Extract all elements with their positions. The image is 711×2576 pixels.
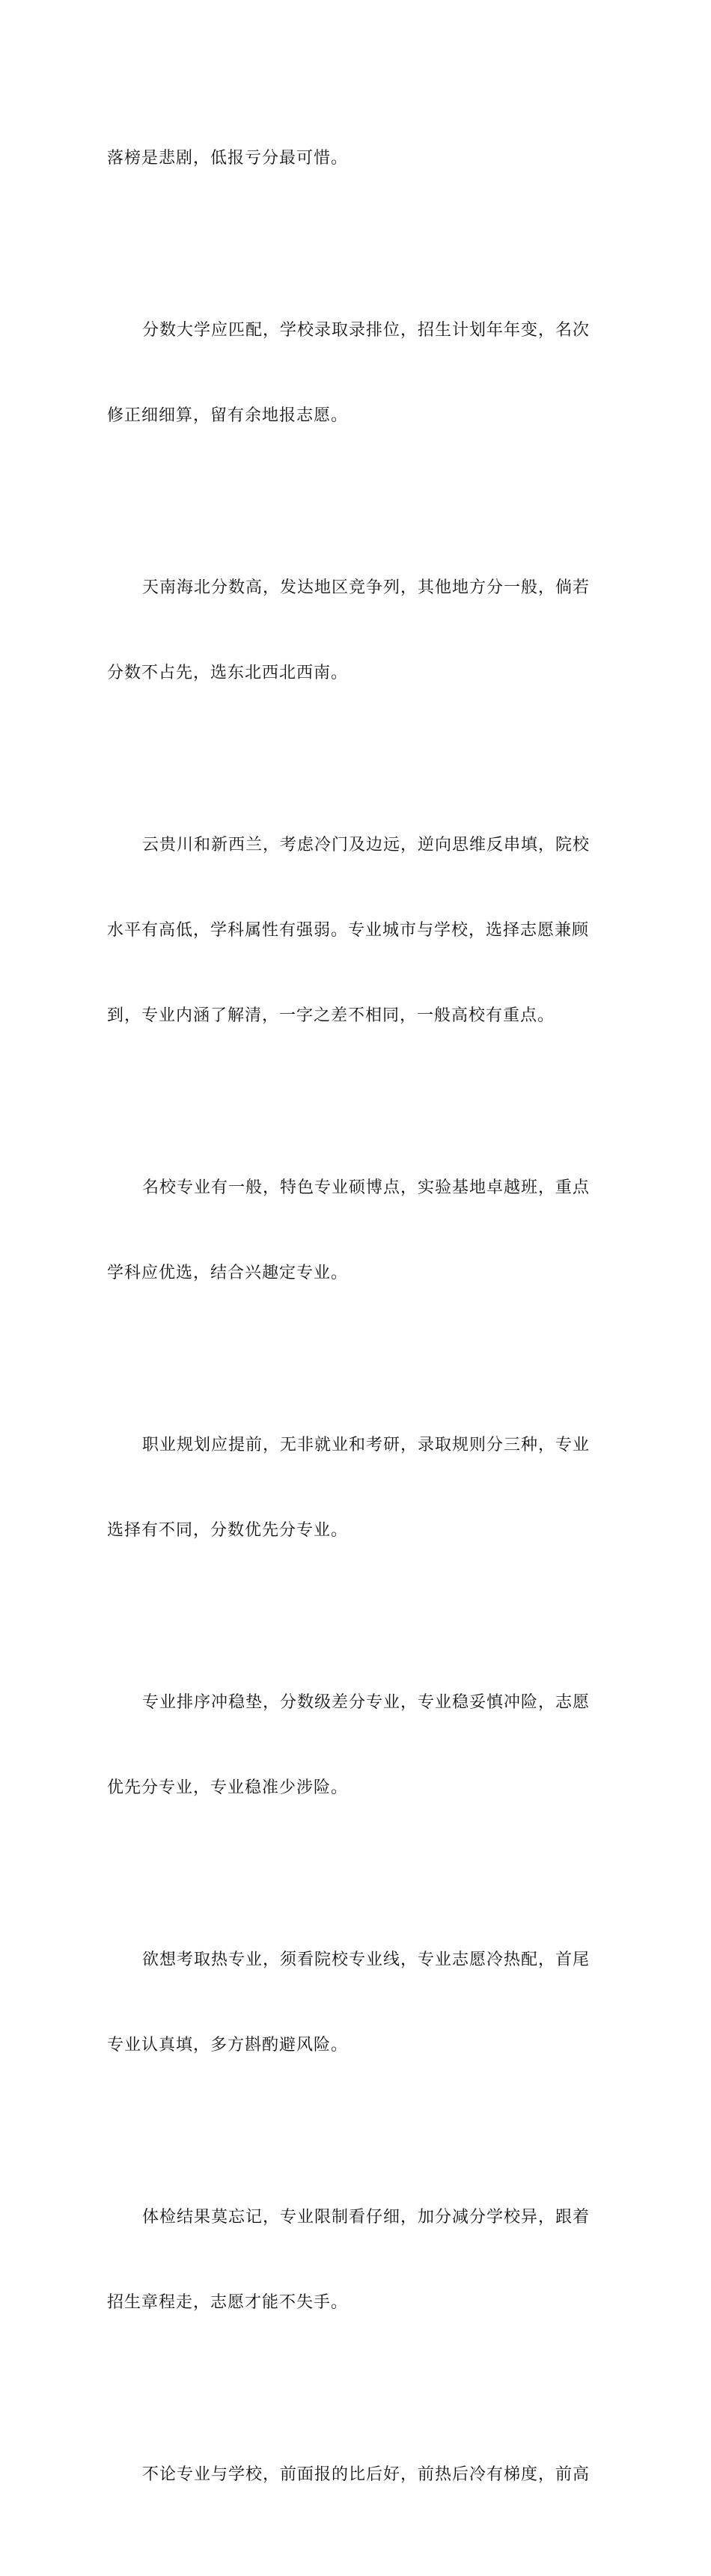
paragraph	[107, 1889, 616, 2117]
text-line: 学科应优选，结合兴趣定专业。	[107, 1264, 349, 1282]
text-line: 不论专业与学校，前面报的比后好，前热后冷有梯度，前高	[142, 2465, 591, 2484]
paragraph	[107, 774, 616, 1087]
text-line: 招生章程走，志愿才能不失手。	[107, 2293, 349, 2312]
text-line: 专业排序冲稳垫，分数级差分专业，专业稳妥慎冲险，志愿	[142, 1693, 591, 1712]
text-line: 云贵川和新西兰，考虑冷门及边远，逆向思维反串填，院校	[142, 836, 591, 854]
paragraph	[107, 88, 616, 230]
paragraph	[107, 2147, 616, 2374]
text-line: 体检结果莫忘记，专业限制看仔细，加分减分学校异，跟着	[142, 2208, 591, 2227]
paragraph	[107, 2404, 616, 2546]
text-line: 分数大学应匹配，学校录取录排位，招生计划年年变，名次	[142, 321, 591, 340]
text-line: 天南海北分数高，发达地区竞争列，其他地方分一般，倘若	[142, 578, 591, 597]
text-line: 水平有高低，学科属性有强弱。专业城市与学校，选择志愿兼顾	[107, 921, 590, 940]
text-line: 专业认真填，多方斟酌避风险。	[107, 2036, 349, 2055]
text-line: 到，专业内涵了解清，一字之差不相同，一般高校有重点。	[107, 1006, 555, 1025]
text-line: 修正细细算，留有余地报志愿。	[107, 406, 349, 425]
text-line: 分数不占先，选东北西北西南。	[107, 664, 349, 682]
text-line: 欲想考取热专业，须看院校专业线，专业志愿冷热配，首尾	[142, 1951, 591, 1969]
paragraph	[107, 260, 616, 487]
paragraph	[107, 1117, 616, 1344]
text-line: 名校专业有一般，特色专业硕博点，实验基地卓越班，重点	[142, 1178, 591, 1197]
text-line: 优先分专业，专业稳准少涉险。	[107, 1778, 349, 1797]
document-body	[107, 88, 616, 2576]
text-line: 职业规划应提前，无非就业和考研，录取规则分三种，专业	[142, 1436, 591, 1454]
paragraph	[107, 1632, 616, 1859]
paragraph	[107, 1374, 616, 1602]
text-line: 选择有不同，分数优先分专业。	[107, 1521, 349, 1540]
paragraph	[107, 517, 616, 744]
text-line: 落榜是悲剧，低报亏分最可惜。	[107, 149, 349, 168]
